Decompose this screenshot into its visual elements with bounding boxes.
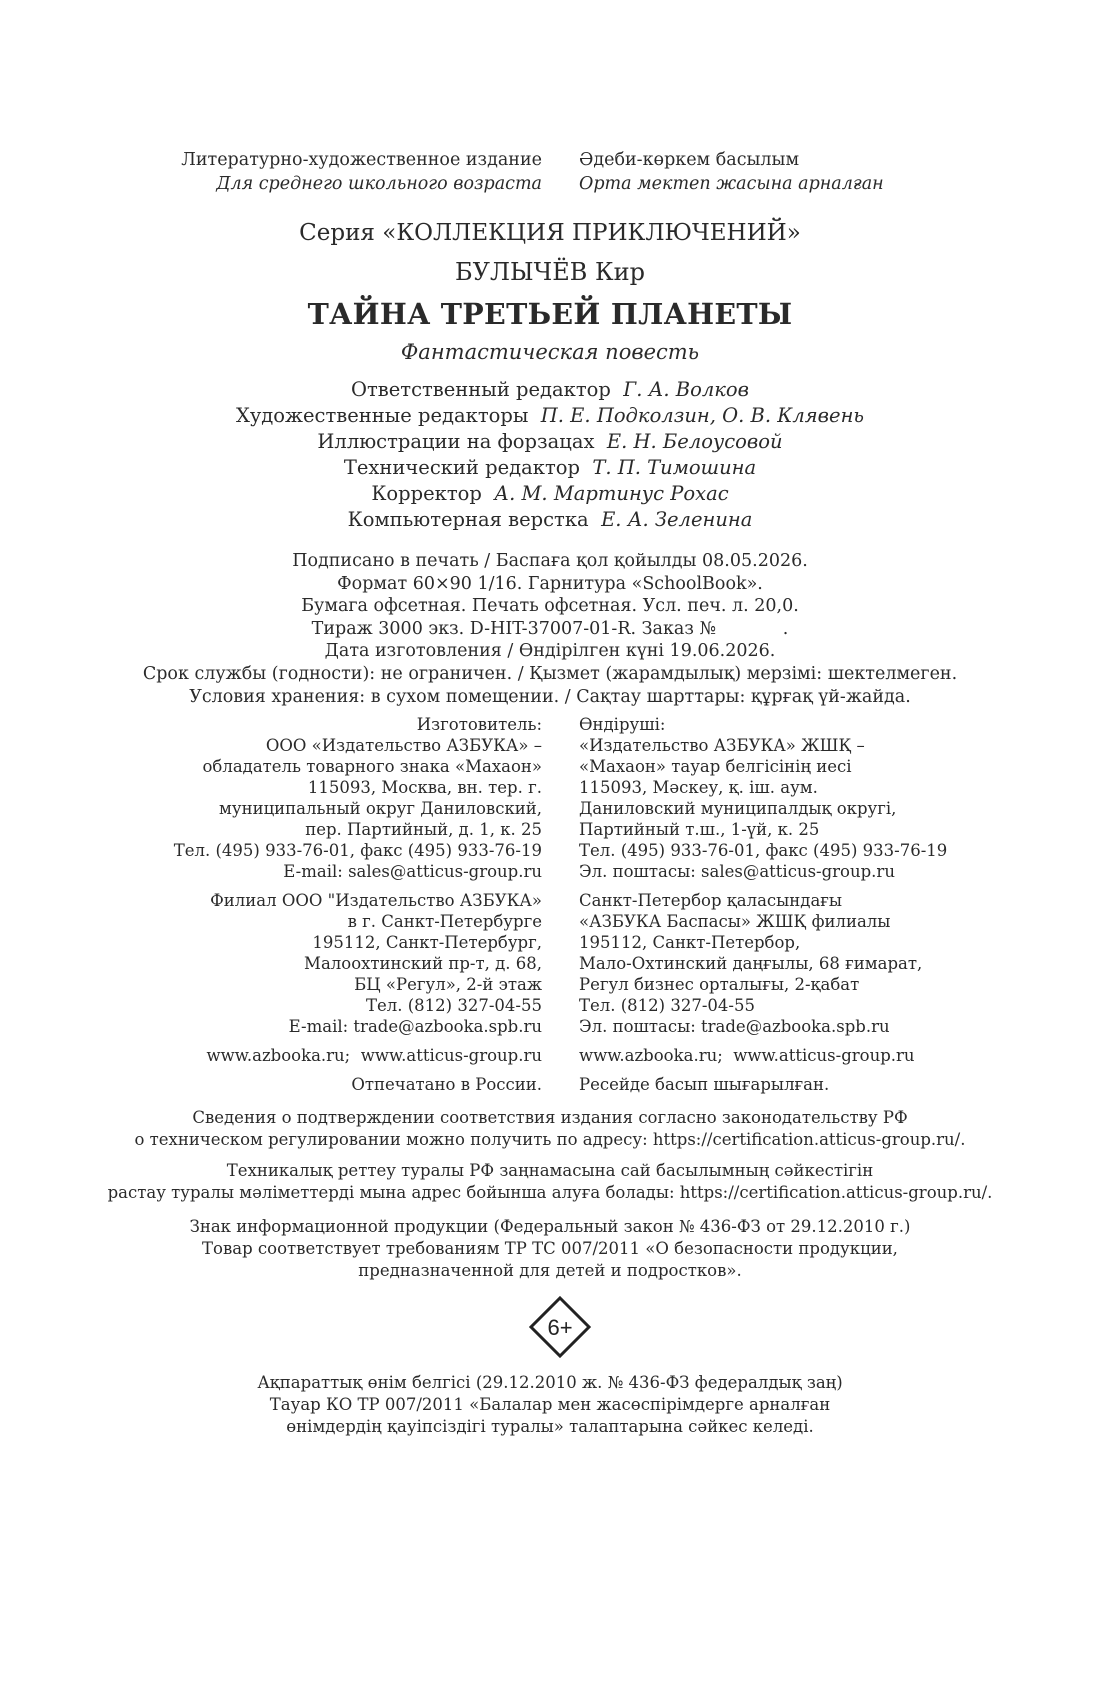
pub-line: Тираж 3000 экз. D-HIT-37007-01-R. Заказ № .	[311, 618, 789, 639]
manufacturer-kz-line: 115093, Мәскеу, қ. іш. аум.	[579, 778, 818, 797]
branch-ru-line: Филиал ООО "Издательство АЗБУКА»	[210, 891, 542, 910]
series-name: Серия «КОЛЛЕКЦИЯ ПРИКЛЮЧЕНИЙ»	[299, 220, 801, 246]
manufacturer-kz-email[interactable]: Эл. поштасы: sales@atticus-group.ru	[579, 862, 895, 881]
credits-list	[0, 377, 1100, 533]
manufacturer-ru-line: пер. Партийный, д. 1, к. 25	[305, 820, 542, 839]
branch-kz-line: Мало-Охтинский даңғылы, 68 ғимарат,	[579, 954, 923, 973]
printed-in-kz: Ресейде басып шығарылған.	[579, 1075, 830, 1094]
manufacturer-block	[0, 714, 1100, 1095]
manufacturer-ru-line: ООО «Издательство АЗБУКА» –	[265, 736, 542, 755]
branch-kz-line: Регул бизнес орталығы, 2-қабат	[579, 975, 860, 994]
manufacturer-kz-line: «Махаон» тауар белгісінің иесі	[579, 757, 852, 776]
sign-line: өнімдердің қауіпсіздігі туралы» талаптарына сәйкес келеді.	[286, 1417, 814, 1436]
branch-ru-email[interactable]: E-mail: trade@azbooka.spb.ru	[288, 1017, 542, 1036]
manufacturer-kz-line: Өндіруші:	[579, 715, 666, 734]
manufacturer-ru-line: обладатель товарного знака «Махаон»	[202, 757, 542, 776]
manufacturer-ru-line: муниципальный округ Даниловский,	[219, 799, 542, 818]
branch-ru-line: БЦ «Регул», 2-й этаж	[354, 975, 542, 994]
age-rating-label: 6+	[547, 1315, 573, 1340]
sign-line: предназначенной для детей и подростков».	[358, 1261, 742, 1280]
branch-ru-line: Тел. (812) 327-04-55	[366, 996, 542, 1015]
publishing-info	[0, 550, 1100, 708]
book-subtitle: Фантастическая повесть	[400, 340, 700, 364]
credit-line: Художественные редакторы П. Е. Подколзин, О. В. Клявень	[235, 404, 865, 427]
manufacturer-ru-line: Тел. (495) 933-76-01, факс (495) 933-76-19	[173, 841, 542, 860]
pub-line: Срок службы (годности): не ограничен. / Қызмет (жарамдылық) мерзімі: шектелмеген.	[142, 663, 958, 684]
branch-kz-line: Тел. (812) 327-04-55	[579, 996, 755, 1015]
manufacturer-ru-email[interactable]: E-mail: sales@atticus-group.ru	[283, 862, 542, 881]
age-rating-badge	[529, 1296, 591, 1358]
cert-line: Техникалық реттеу туралы РФ заңнамасына сай басылымның сәйкестігін	[226, 1161, 874, 1180]
edition-type-ru: Литературно-художественное издание	[181, 150, 542, 170]
branch-ru-line: в г. Санкт-Петербурге	[347, 912, 542, 931]
branch-kz-line: 195112, Санкт-Петербор,	[579, 933, 801, 952]
website-ru[interactable]: www.azbooka.ru; www.atticus-group.ru	[206, 1046, 542, 1065]
cert-line: о техническом регулировании можно получить по адресу: https://certification.atticus-group.ru/.	[134, 1130, 966, 1149]
branch-ru-line: Малоохтинский пр-т, д. 68,	[304, 954, 542, 973]
printed-in-ru: Отпечатано в России.	[351, 1075, 542, 1094]
credit-line: Технический редактор Т. П. Тимошина	[343, 456, 757, 479]
pub-line: Бумага офсетная. Печать офсетная. Усл. печ. л. 20,0.	[301, 596, 799, 617]
edition-type-header	[0, 148, 1100, 196]
manufacturer-ru-line: Изготовитель:	[416, 715, 542, 734]
pub-line: Дата изготовления / Өндірілген күні 19.06.2026.	[324, 641, 776, 662]
cert-line: растау туралы мәліметтерді мына адрес бойынша алуға болады: https://certification.atticus-group.ru/.	[107, 1183, 993, 1202]
branch-kz-line: «АЗБУКА Баспасы» ЖШҚ филиалы	[579, 912, 891, 931]
edition-type-kz: Әдеби-көркем басылым	[579, 150, 800, 170]
credit-line: Иллюстрации на форзацах Е. Н. Белоусовой	[317, 430, 783, 453]
book-title: ТАЙНА ТРЕТЬЕЙ ПЛАНЕТЫ	[307, 297, 793, 331]
info-sign-ru	[0, 1216, 1100, 1282]
certification-ru	[0, 1107, 1100, 1151]
age-group-ru: Для среднего школьного возраста	[216, 174, 542, 194]
pub-line: Формат 60×90 1/16. Гарнитура «SchoolBook».	[337, 573, 763, 594]
manufacturer-kz-line: Даниловский муниципалдық округі,	[579, 799, 897, 818]
credit-line: Компьютерная верстка Е. А. Зеленина	[347, 508, 753, 531]
cert-line: Сведения о подтверждении соответствия издания согласно законодательству РФ	[192, 1108, 908, 1127]
pub-line: Подписано в печать / Баспаға қол қойылды 08.05.2026.	[292, 551, 808, 571]
manufacturer-kz-line: «Издательство АЗБУКА» ЖШҚ –	[579, 736, 865, 755]
manufacturer-ru-line: 115093, Москва, вн. тер. г.	[307, 778, 542, 797]
pub-line: Условия хранения: в сухом помещении. / Сақтау шарттары: құрғақ үй-жайда.	[189, 686, 911, 707]
manufacturer-kz-line: Партийный т.ш., 1-үй, к. 25	[579, 820, 820, 839]
branch-kz-line: Санкт-Петербор қаласындағы	[579, 891, 843, 910]
info-sign-kz	[0, 1372, 1100, 1438]
sign-line: Тауар КО ТР 007/2011 «Балалар мен жасөспірімдерге арналған	[269, 1395, 831, 1414]
branch-ru-line: 195112, Санкт-Петербург,	[312, 933, 542, 952]
sign-line: Знак информационной продукции (Федеральный закон № 436-ФЗ от 29.12.2010 г.)	[189, 1217, 911, 1236]
branch-kz-email[interactable]: Эл. поштасы: trade@azbooka.spb.ru	[579, 1017, 890, 1036]
author-name: БУЛЫЧЁВ Кир	[455, 258, 645, 286]
credit-line: Ответственный редактор Г. А. Волков	[351, 378, 749, 401]
certification-kz	[0, 1160, 1100, 1204]
credit-line: Корректор А. М. Мартинус Рохас	[371, 482, 729, 505]
sign-line: Ақпараттық өнім белгісі (29.12.2010 ж. № 436-ФЗ федералдық заң)	[257, 1373, 843, 1392]
website-kz[interactable]: www.azbooka.ru; www.atticus-group.ru	[579, 1046, 915, 1065]
age-group-kz: Орта мектеп жасына арналған	[579, 174, 884, 194]
sign-line: Товар соответствует требованиям ТР ТС 007/2011 «О безопасности продукции,	[202, 1239, 898, 1258]
manufacturer-kz-line: Тел. (495) 933-76-01, факс (495) 933-76-19	[579, 841, 948, 860]
